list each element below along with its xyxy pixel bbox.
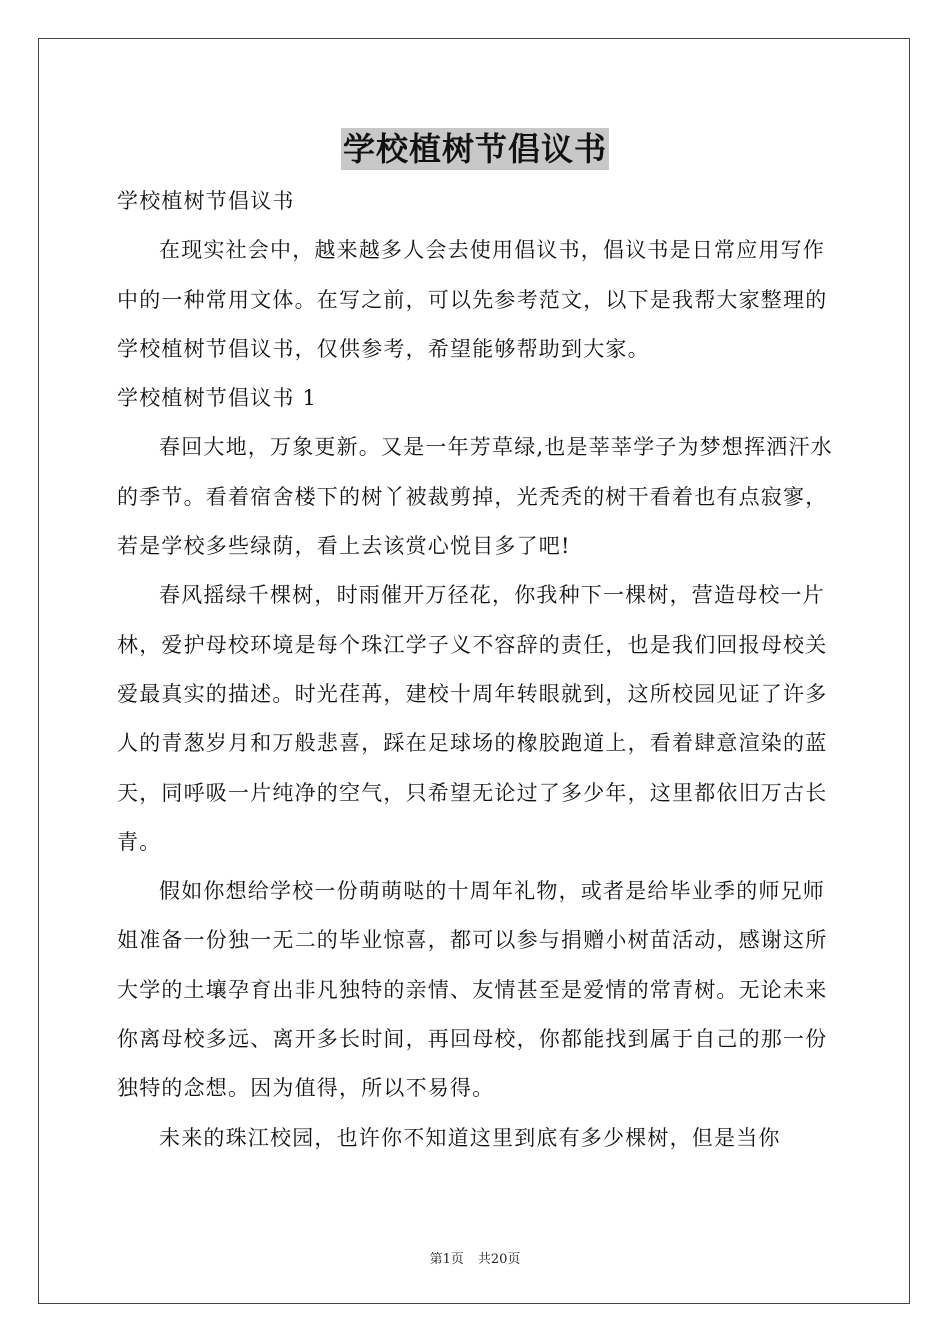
title-container (0, 128, 950, 170)
page-footer (0, 1248, 950, 1267)
paragraph: 在现实社会中，越来越多人会去使用倡议书，倡议书是日常应用写作中的一种常用文体。在写之前，可以先参考范文，以下是我帮大家整理的学校植树节倡议书，仅供参考，希望能够帮助到大家。 (117, 238, 828, 361)
paragraph: 春回大地，万象更新。又是一年芳草绿,也是莘莘学子为梦想挥洒汗水的季节。看着宿舍楼下的树丫被裁剪掉，光秃秃的树干看着也有点寂寥，若是学校多些绿荫，看上去该赏心悦目多了吧! (117, 435, 833, 559)
section-heading: 学校植树节倡议书 1 (117, 386, 318, 411)
paragraph: 春风摇绿千棵树，时雨催开万径花，你我种下一棵树，营造母校一片林，爱护母校环境是每个珠江学子义不容辞的责任，也是我们回报母校关爱最真实的描述。时光荏苒，建校十周年转眼就到，这所校园见证了许多人的青葱岁月和万般悲喜，踩在足球场的橡胶跑道上，看着肆意渲染的蓝天，同呼吸一片纯净的空气，只希望无论过了多少年，这里都依旧万古长青。 (117, 583, 828, 854)
document-title: 学校植树节倡议书 (342, 130, 607, 168)
document-body (117, 177, 837, 1163)
paragraph: 学校植树节倡议书 (117, 189, 295, 213)
paragraph: 未来的珠江校园，也许你不知道这里到底有多少棵树，但是当你 (159, 1125, 781, 1150)
page-number: 第1页 (429, 1252, 464, 1267)
paragraph: 假如你想给学校一份萌萌哒的十周年礼物，或者是给毕业季的师兄师姐准备一份独一无二的毕业惊喜，都可以参与捐赠小树苗活动，感谢这所大学的土壤孕育出非凡独特的亲情、友情甚至是爱情的常青树。无论未来你离母校多远、离开多长时间，再回母校，你都能找到属于自己的那一份独特的念想。因为值得，所以不易得。 (117, 879, 828, 1101)
page-total: 共20页 (477, 1252, 521, 1267)
